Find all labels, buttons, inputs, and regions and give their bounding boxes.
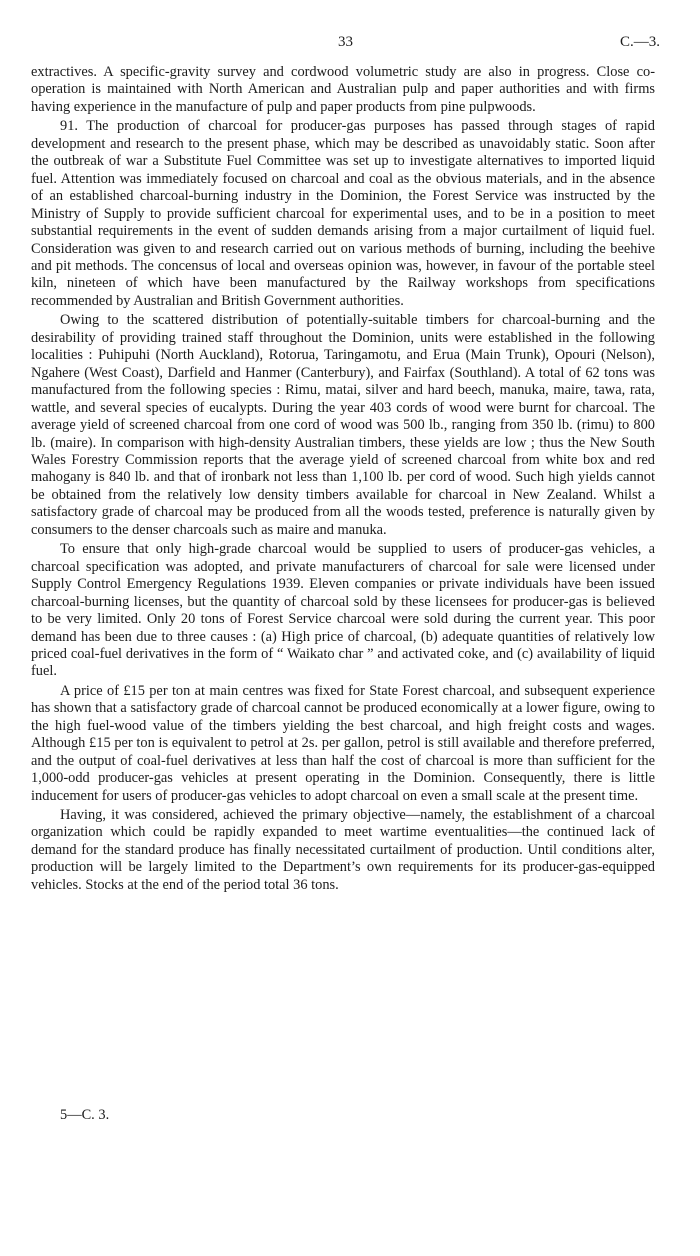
paragraph-curtailment: Having, it was considered, achieved the primary objective—namely, the establishment of a charcoal organization which could be rapidly expanded to meet wartime eventualities—the continued lack of demand for the standard produce has finally necessitated curtailment of production. Until conditions alter, production will be largely limited to the Department’s own requirements for its producer-gas-equipped vehicles. Stocks at the end of the period total 36 tons.	[31, 807, 655, 893]
paragraph-charcoal-price: A price of £15 per ton at main centres was fixed for State Forest charcoal, and subsequent experience has shown that a satisfactory grade of charcoal cannot be produced economically at a lower figure, owing to the high fuel-wood value of the timbers yielding the best charcoal, and high freight costs and wages. Although £15 per ton is equivalent to petrol at 2s. per gallon, petrol is still available and therefore preferred, and the output of coal-fuel derivatives at less than half the cost of charcoal is more than sufficient for the 1,000-odd producer-gas vehicles at present operating in the Dominion. Consequently, there is little inducement for users of producer-gas vehicles to adopt charcoal on even a small scale at the present time.	[31, 682, 655, 804]
body-text	[31, 64, 655, 896]
signature-mark: 5—C. 3.	[60, 1107, 110, 1123]
paragraph-91-charcoal-production: 91. The production of charcoal for producer-gas purposes has passed through stages of rapid development and research to the present phase, which may be described as unavoidably static. Soon after the outbreak of war a Substitute Fuel Committee was set up to investigate alternatives to imported liquid fuel. Attention was immediately focused on charcoal and coal as the obvious materials, and in the absence of an established charcoal-burning industry in the Dominion, the Forest Service was instructed by the Ministry of Supply to provide sufficient charcoal for experimental uses, and to be in a position to meet substantial requirements in the event of sudden demands arising from a major curtailment of liquid fuel. Consideration was given to and research carried out on various methods of burning, including the beehive and pit methods. The concensus of local and overseas opinion was, however, in favour of the portable steel kiln, nineteen of which have been manufactured by the Railway workshops from specifications recommended by Australian and British Government authorities.	[31, 118, 655, 309]
paragraph-units-localities: Owing to the scattered distribution of potentially-suitable timbers for charcoal-burning and the desirability of providing trained staff throughout the Dominion, units were established in the following localities : Puhipuhi (North Auckland), Rotorua, Taringamotu, and Erua (Main Trunk), Opouri (Nelson), Ngahere (West Coast), Darfield and Hanmer (Canterbury), and Fairfax (Southland). A total of 62 tons was manufactured from the following species : Rimu, matai, silver and hard beech, manuka, maire, tawa, rata, wattle, and several species of eucalypts. During the year 403 cords of wood were burnt for charcoal. The average yield of screened charcoal from one cord of wood was 500 lb., ranging from 350 lb. (rimu) to 800 lb. (maire). In comparison with high-density Australian timbers, these yields are low ; thus the New South Wales Forestry Commission reports that the average yield of screened charcoal from white box and red mahogany is 840 lb. and that of ironbark not less than 1,100 lb. per cord of wood. Such high yields cannot be obtained from the relatively low density timbers available for charcoal in New Zealand. Whilst a satisfactory grade of charcoal may be produced from all the woods tested, preference is naturally given by consumers to the denser charcoals such as maire and manuka.	[31, 312, 655, 538]
paragraph-extractives: extractives. A specific-gravity survey and cordwood volumetric study are also in progress. Close co-operation is maintained with North American and Australian pulp and paper authorities and with firms having experience in the manufacture of pulp and paper products from pine pulpwoods.	[31, 64, 655, 115]
page-header	[31, 34, 660, 54]
page-number: 33	[338, 34, 353, 50]
paragraph-charcoal-specification: To ensure that only high-grade charcoal would be supplied to users of producer-gas vehicles, a charcoal specification was adopted, and private manufacturers of charcoal for sale were licensed under Supply Control Emergency Regulations 1939. Eleven companies or private individuals have been issued charcoal-burning licenses, but the quantity of charcoal sold by these licensees for producer-gas is believed to be very limited. Only 20 tons of Forest Service charcoal were sold during the current year. This poor demand has been due to three causes : (a) High price of charcoal, (b) adequate quantities of relatively low priced coal-fuel derivatives in the form of “ Waikato char ” and activated coke, and (c) availability of liquid fuel.	[31, 541, 655, 680]
document-reference: C.—3.	[619, 34, 660, 50]
